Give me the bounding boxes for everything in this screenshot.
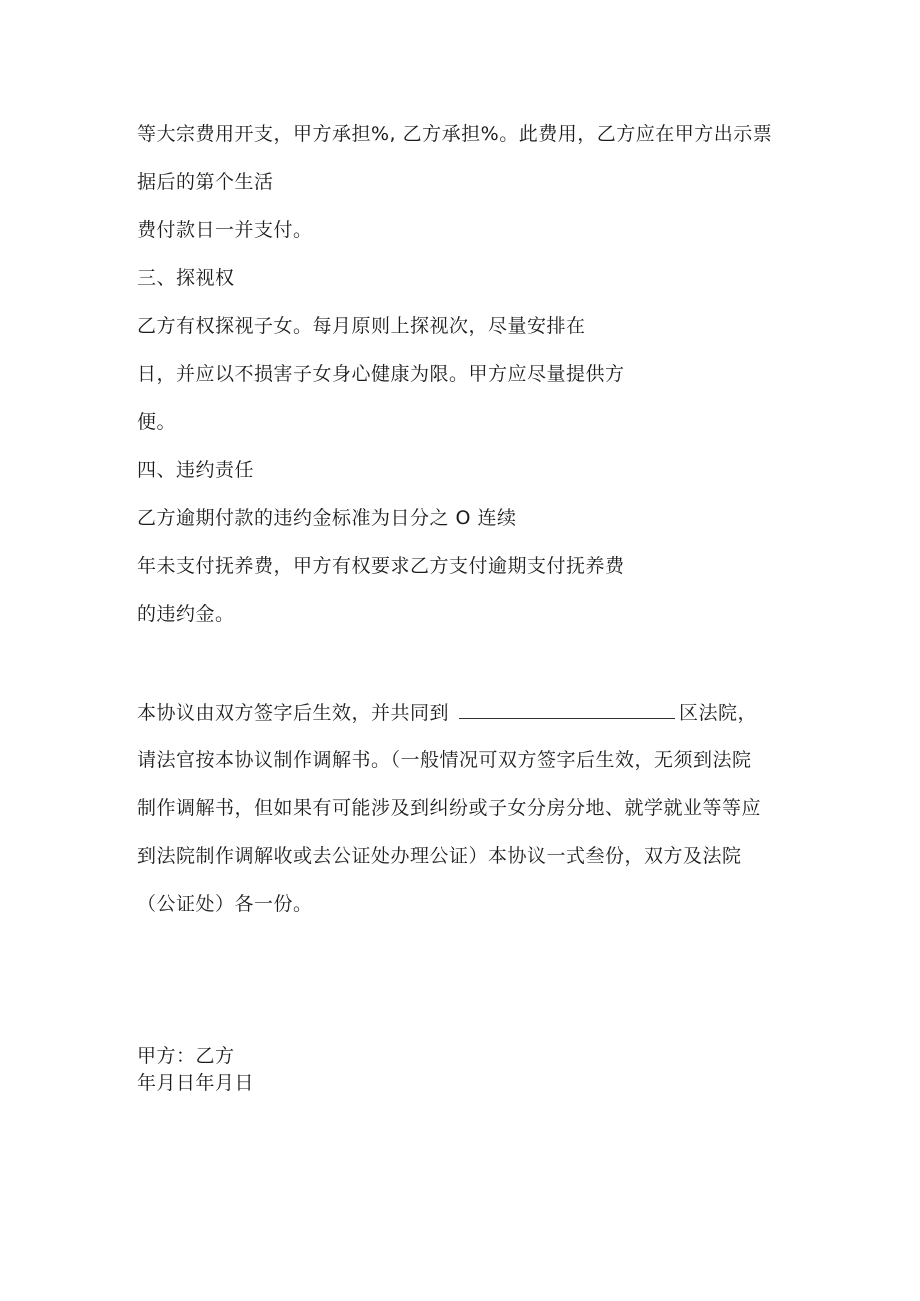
paragraph-line: 等大宗费用开支，甲方承担%, 乙方承担%。此费用，乙方应在甲方出示票 (137, 123, 773, 145)
section-heading-visitation: 三、探视权 (137, 267, 235, 289)
paragraph-line: 制作调解书，但如果有可能涉及到纠纷或子女分房分地、就学就业等等应 (137, 797, 762, 819)
paragraph-line: （公证处）各一份。 (137, 893, 313, 915)
paragraph-line: 日，并应以不损害子女身心健康为限。甲方应尽量提供方 (137, 363, 625, 385)
paragraph-line: 便。 (137, 411, 177, 433)
paragraph-line: 乙方有权探视子女。每月原则上探视次，尽量安排在 (137, 315, 586, 337)
paragraph-line: 到法院制作调解收或去公证处办理公证）本协议一式叁份，双方及法院 (137, 845, 742, 867)
paragraph-line: 请法官按本协议制作调解书。（一般情况可双方签字后生效，无须到法院 (137, 749, 752, 771)
paragraph-line: 据后的第个生活 (137, 171, 274, 193)
paragraph-line: 的违约金。 (137, 603, 235, 625)
paragraph-line: 费付款日一并支付。 (137, 219, 313, 241)
closing-text-after: 区法院， (679, 702, 758, 724)
section-heading-breach: 四、违约责任 (137, 459, 255, 481)
signature-parties: 甲方：乙方 (137, 1045, 235, 1067)
signature-dates: 年月日年月日 (137, 1072, 255, 1094)
closing-text-before: 本协议由双方签字后生效，并共同到 (137, 702, 450, 724)
court-name-blank[interactable] (459, 700, 675, 719)
closing-line-court (137, 700, 757, 725)
paragraph-line: 乙方逾期付款的违约金标准为日分之 O 连续 (137, 507, 517, 529)
paragraph-line: 年未支付抚养费，甲方有权要求乙方支付逾期支付抚养费 (137, 555, 625, 577)
